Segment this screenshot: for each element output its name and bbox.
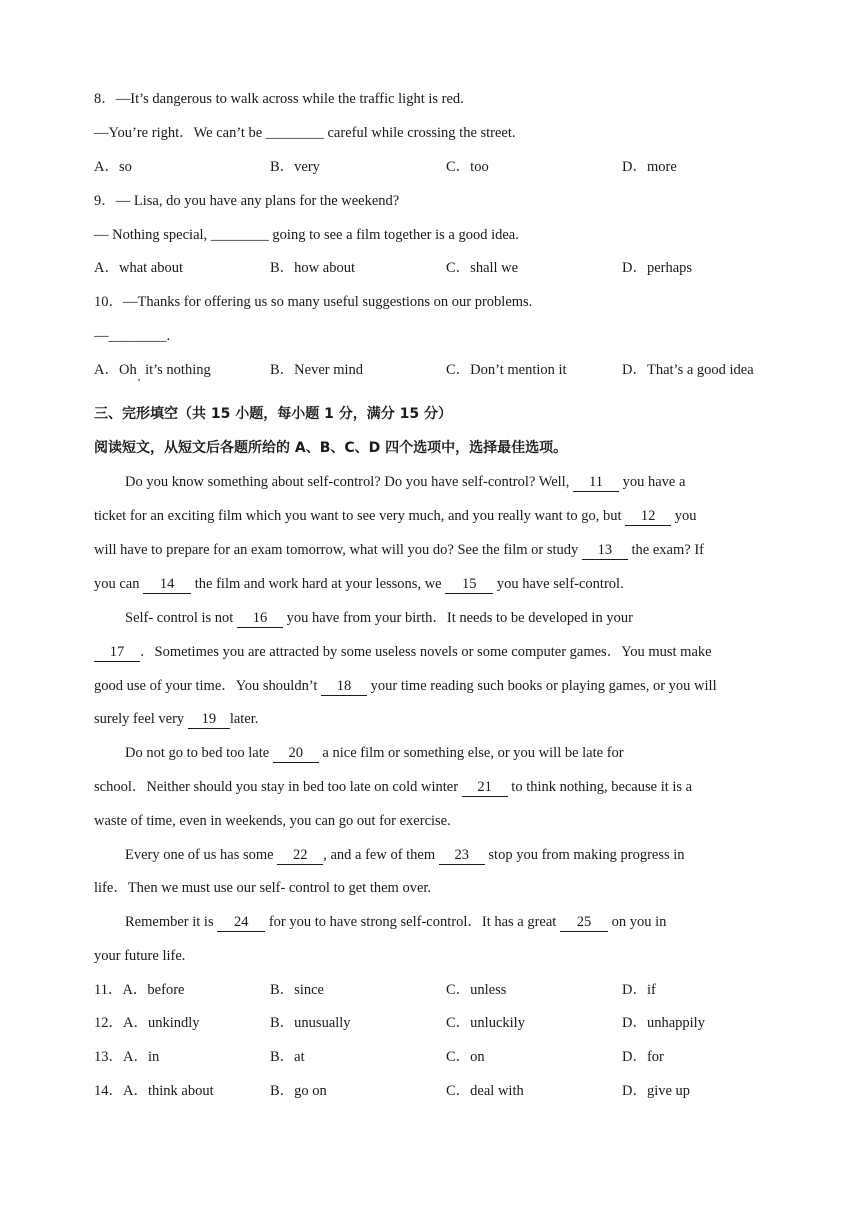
text: ticket for an exciting film which you want to see very much, and you really want to go, but [94,508,626,524]
text: the film and work hard at your lessons, we [191,576,446,592]
q9-stem-a: — Nothing special, [94,227,211,243]
text: Self- control is not [125,610,237,626]
text: Every one of us has some [125,847,278,863]
blank-15: 15 [445,576,493,594]
text: Remember it is [125,914,218,930]
text: school．Neither should you stay in bed too late on cold winter [94,779,462,795]
text: you have from your birth．It needs to be developed in your [282,610,633,626]
q11-option-d: D．if [622,982,656,998]
blank-25: 25 [560,914,608,932]
passage-p2-line1 [125,608,805,628]
q8-stem-line2 [94,123,774,143]
passage-p2-line2 [94,642,774,662]
text: stop you from making progress in [484,847,685,863]
q13-option-d: D．for [622,1049,664,1065]
passage-p3-line1 [125,743,805,763]
passage-p2-line4 [94,709,774,729]
blank-16: 16 [237,610,283,628]
passage-p3-line2 [94,777,774,797]
passage-p1-line4 [94,574,774,594]
section-title: 三、完形填空（共 15 小题，每小题 1 分，满分 15 分） [94,406,452,422]
q14-option-b: B．go on [270,1083,327,1099]
q12-option-a: 12．A．unkindly [94,1015,200,1031]
q14-option-c: C．deal with [446,1083,524,1099]
passage-p2-line3 [94,676,774,696]
q8-option-b: B．very [270,159,320,175]
q12-option-c: C．unluckily [446,1015,525,1031]
q8-blank: ________ [265,125,324,141]
text: the exam? If [627,542,704,558]
q13-option-b: B．at [270,1049,305,1065]
text: you have a [618,474,686,490]
q9-stem-b: going to see a film together is a good idea. [268,227,519,243]
q11-option-a: 11．A．before [94,982,185,998]
q10-option-a [94,360,211,381]
q14-option-d: D．give up [622,1083,691,1099]
passage-p5-line2: your future life. [94,948,186,964]
passage-p1-line3 [94,540,774,560]
q14-option-a: 14．A．think about [94,1083,214,1099]
text: good use of your time．You shouldn’t [94,678,322,694]
text: your time reading such books or playing games, or you will [367,678,717,694]
text: surely feel very [94,711,188,727]
blank-20: 20 [273,745,319,763]
blank-23: 23 [439,847,485,865]
blank-17: 17 [94,644,140,662]
text: Do you know something about self-control? Do you have self-control? Well, [125,474,573,490]
passage-p1-line2 [94,506,774,526]
q11-option-c: C．unless [446,982,507,998]
blank-24: 24 [217,914,265,932]
blank-21: 21 [462,779,508,797]
passage-p5-line1 [125,912,805,932]
blank-22: 22 [277,847,323,865]
text: Do not go to bed too late [125,745,273,761]
q8-stem-a: —You’re right．We can’t be [94,125,266,141]
q13-option-c: C．on [446,1049,485,1065]
q12-option-d: D．unhappily [622,1015,705,1031]
q8-stem-line1: 8．—It’s dangerous to walk across while the traffic light is red. [94,91,464,107]
section-instruction: 阅读短文，从短文后各题所给的 A、B、C、D 四个选项中，选择最佳选项。 [94,440,568,456]
text: you [671,508,697,524]
q9-option-d: D．perhaps [622,260,693,276]
text: a nice film or something else, or you will be late for [318,745,624,761]
blank-13: 13 [582,542,628,560]
passage-p4-line1 [125,845,805,865]
q8-option-a: A．so [94,159,132,175]
passage-p4-line2: life．Then we must use our self- control to get them over. [94,880,432,896]
text: you have self-control. [493,576,624,592]
text: for you to have strong self-control．It has a great [265,914,560,930]
q10-stem-line2: —________. [94,328,171,344]
q10-option-c: C．Don’t mention it [446,362,567,378]
q10-option-d: D．That’s a good idea [622,362,754,378]
text: , and a few of them [323,847,439,863]
blank-11: 11 [573,474,619,492]
passage-p3-line3: waste of time, even in weekends, you can go out for exercise. [94,813,451,829]
q11-option-b: B．since [270,982,324,998]
q9-option-c: C．shall we [446,260,519,276]
q9-option-a: A．what about [94,260,183,276]
q10-option-a-comma: , [137,371,141,383]
text: on you in [607,914,667,930]
text: will have to prepare for an exam tomorrow, what will you do? See the film or study [94,542,582,558]
blank-18: 18 [321,678,367,696]
q10-option-a-part1: A．Oh [94,362,137,378]
q9-stem-line2 [94,225,774,245]
q13-option-a: 13．A．in [94,1049,160,1065]
q9-option-b: B．how about [270,260,355,276]
blank-14: 14 [143,576,191,594]
q8-option-c: C．too [446,159,489,175]
text: later. [229,711,259,727]
q9-blank: ________ [210,227,269,243]
q10-option-b: B．Never mind [270,362,364,378]
blank-12: 12 [625,508,671,526]
blank-19: 19 [188,711,230,729]
passage-p1-line1 [125,472,805,492]
q9-stem-line1: 9．— Lisa, do you have any plans for the weekend? [94,193,400,209]
text: ．Sometimes you are attracted by some useless novels or some computer games．You must make [140,644,712,660]
q8-option-d: D．more [622,159,677,175]
q8-stem-b: careful while crossing the street. [323,125,516,141]
q10-stem-line1: 10．—Thanks for offering us so many useful suggestions on our problems. [94,294,533,310]
text: to think nothing, because it is a [507,779,693,795]
q10-option-a-part2: it’s nothing [141,362,211,378]
text: you can [94,576,144,592]
q12-option-b: B．unusually [270,1015,351,1031]
